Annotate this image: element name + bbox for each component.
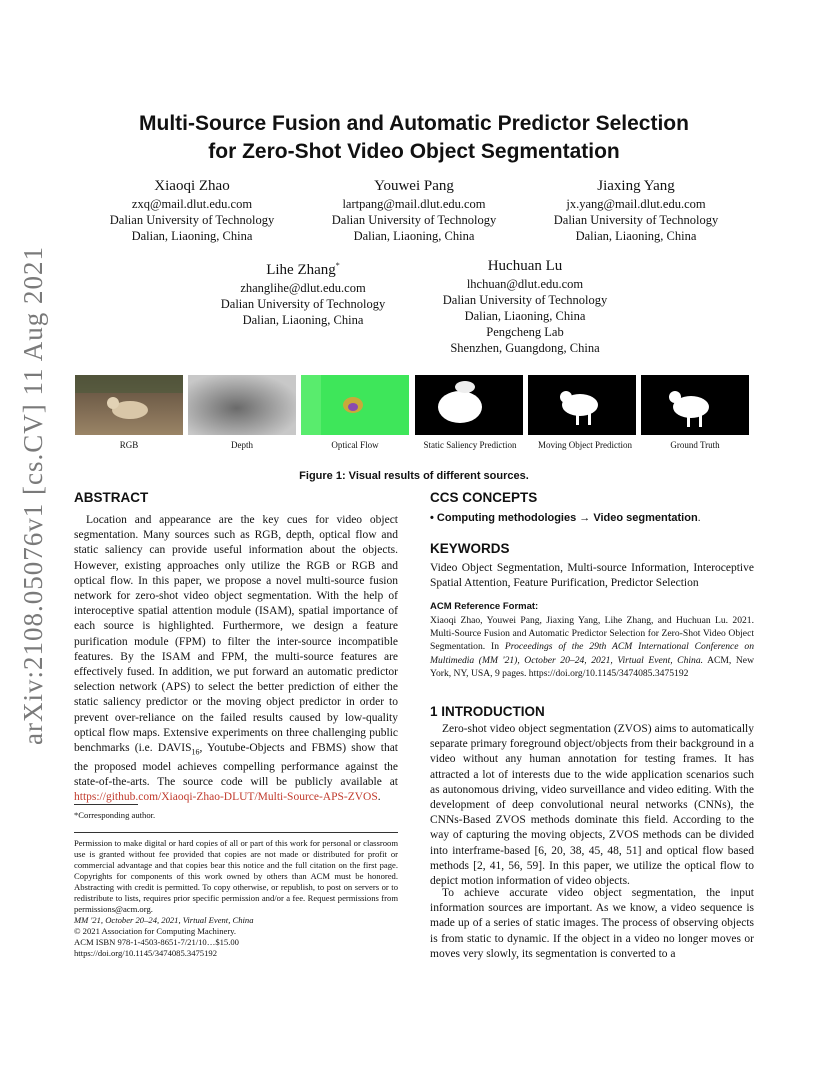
optical-flow-image [301, 375, 409, 435]
arxiv-stamp: arXiv:2108.05076v1 [cs.CV] 11 Aug 2021 [18, 246, 48, 745]
author-block [536, 176, 736, 244]
author-name: Jiaxing Yang [597, 178, 675, 194]
author-name: Lihe Zhang* [266, 261, 340, 278]
permission-text: Permission to make digital or hard copies of all or part of this work for personal or classroom use is granted without fee provided that copies are not made or distributed for profit or commercial advantage and that copies bear this notice and the full citation on the first page. Copyrights for components of this work owned by others than ACM must be honored. Abstracting with credit is permitted. To copy otherwise, or republish, to post on servers or to redistribute to lists, requires prior specific permission and/or a fee. Request permissions from permissions@acm.org. [74, 838, 398, 914]
source-code-link[interactable]: https://github.com/Xiaoqi-Zhao-DLUT/Multi-Source-APS-ZVOS [74, 790, 378, 803]
introduction-heading: 1 INTRODUCTION [430, 704, 545, 719]
keywords-heading: KEYWORDS [430, 541, 510, 556]
conference-line: MM '21, October 20–24, 2021, Virtual Event, China [74, 915, 254, 925]
davis-subscript: 16 [191, 747, 200, 757]
static-saliency-image [415, 375, 523, 435]
author-affiliation-2: Pengcheng Lab [486, 325, 564, 339]
corresponding-author-note: *Corresponding author. [74, 810, 156, 820]
rgb-image [75, 375, 183, 435]
author-name: Huchuan Lu [487, 258, 563, 274]
moving-object-image [528, 375, 636, 435]
author-email: lhchuan@dlut.edu.com [466, 277, 584, 291]
author-affiliation: Dalian University of Technology [331, 213, 497, 227]
acm-ref-heading: ACM Reference Format: [430, 601, 539, 612]
author-email: lartpang@mail.dlut.edu.com [342, 197, 486, 211]
abstract-heading: ABSTRACT [74, 490, 149, 505]
figure-1 [75, 375, 752, 435]
author-block [425, 256, 625, 356]
author-email: jx.yang@mail.dlut.edu.com [566, 197, 706, 211]
title-line-1: Multi-Source Fusion and Automatic Predictor Selection [139, 112, 689, 135]
author-email: zhanglihe@dlut.edu.com [240, 281, 366, 295]
author-location: Dalian, Liaoning, China [353, 229, 475, 243]
ccs-heading: CCS CONCEPTS [430, 490, 538, 505]
doi-line: https://doi.org/10.1145/3474085.3475192 [74, 948, 217, 958]
author-location: Dalian, Liaoning, China [575, 229, 697, 243]
label-static-saliency: Static Saliency Prediction [423, 440, 517, 450]
label-optical-flow: Optical Flow [331, 440, 379, 450]
isbn-line: ACM ISBN 978-1-4503-8651-7/21/10…$15.00 [74, 937, 239, 947]
author-location: Dalian, Liaoning, China [464, 309, 586, 323]
author-location: Dalian, Liaoning, China [131, 229, 253, 243]
abstract-text: Location and appearance are the key cues for video object segmentation. Many sources such as RGB, depth, optical flow and static saliency can provide useful information about the objects. However, existing approaches only utilize the RGB or RGB and optical flow. In this paper, we propose a novel multi-source fusion network for zero-shot video object segmentation. With the help of interoceptive spatial attention module (ISAM), spatial importance of each source is highlighted. Furthermore, we design a feature purification module (FPM) to filter the inter-source incompatible features. By the ISAM and FPM, the multi-source features are effectively fused. In addition, we put forward an automatic predictor selection network (APS) to select the better prediction of either the static saliency predictor or the moving object predictor in order to prevent over-reliance on the failed results caused by low-quality optical flow maps. Extensive experiments on three challenging public benchmarks (i.e. $DAVIS_{16}$, Youtube-Objects and FBMS) show that the proposed model achieves compelling performance against the state-of-the-arts. The source code will be publicly available at https://github.com/Xiaoqi-Zhao-DLUT/Multi-Source-APS-ZVOS. [74, 514, 398, 803]
author-name: Xiaoqi Zhao [154, 178, 230, 194]
ccs-text: • Computing methodologies → Video segmentation. [430, 512, 701, 524]
label-ground-truth: Ground Truth [670, 440, 720, 450]
acm-ref-text: Xiaoqi Zhao, Youwei Pang, Jiaxing Yang, Lihe Zhang, and Huchuan Lu. 2021. Multi-Source Fusion and Automatic Predictor Selection for Zero-Shot Video Object Segmentation. In Proceedings of the 29th ACM International Conference on Multimedia (MM '21), October 20–24, 2021, Virtual Event, China. ACM, New York, NY, USA, 9 pages. https://doi.org/10.1145/3474085.3475192 [430, 615, 754, 679]
footnote-rule [74, 804, 138, 805]
figure-caption: Figure 1: Visual results of different sources. [299, 470, 529, 482]
author-affiliation: Dalian University of Technology [109, 213, 275, 227]
copyright-line: © 2021 Association for Computing Machinery. [74, 926, 237, 936]
keywords-text: Video Object Segmentation, Multi-source Information, Interoceptive Spatial Attention, Feature Purification, Predictor Selection [430, 562, 754, 590]
author-block [203, 256, 403, 328]
intro-paragraph-2: To achieve accurate video object segmentation, the input information sources are important. As we know, a video sequence is made up of a series of static images. The process of observing objects is from static to dynamic. If the object in a video no longer moves or moves very slowly, its segmentation is converted to a [430, 887, 754, 960]
permission-notice [74, 838, 398, 959]
corresponding-mark: * [335, 261, 340, 270]
depth-image [188, 375, 296, 435]
label-depth: Depth [231, 440, 253, 450]
label-moving-object: Moving Object Prediction [538, 440, 632, 450]
author-affiliation: Dalian University of Technology [442, 293, 608, 307]
paper-title [0, 110, 828, 166]
author-affiliation: Dalian University of Technology [553, 213, 719, 227]
ground-truth-image [641, 375, 749, 435]
author-email: zxq@mail.dlut.edu.com [131, 197, 253, 211]
author-affiliation: Dalian University of Technology [220, 297, 386, 311]
label-rgb: RGB [119, 440, 139, 450]
author-block [92, 176, 292, 244]
author-block [314, 176, 514, 244]
intro-paragraph-1: Zero-shot video object segmentation (ZVOS) aims to automatically separate primary foreground object/objects from their background in a video without any human annotation for testing frames. It has attracted a lot of interests due to the wide application scenarios such as autonomous driving, video surveillance and video editing. With the development of deep convolutional neural networks (CNNs), the CNNs-Based ZVOS methods dominate this field. According to the way of capturing the moving objects, ZVOS methods can be divided into interframe-based [6, 20, 38, 45, 48, 51] and optical flow based methods [2, 41, 56, 59]. In this paper, we utilize the optical flow to depict motion information of video objects. [430, 723, 754, 888]
author-name: Youwei Pang [374, 178, 454, 194]
permission-rule [74, 832, 398, 833]
author-location: Dalian, Liaoning, China [242, 313, 364, 327]
author-location-2: Shenzhen, Guangdong, China [450, 341, 600, 355]
title-line-2: for Zero-Shot Video Object Segmentation [208, 140, 620, 163]
